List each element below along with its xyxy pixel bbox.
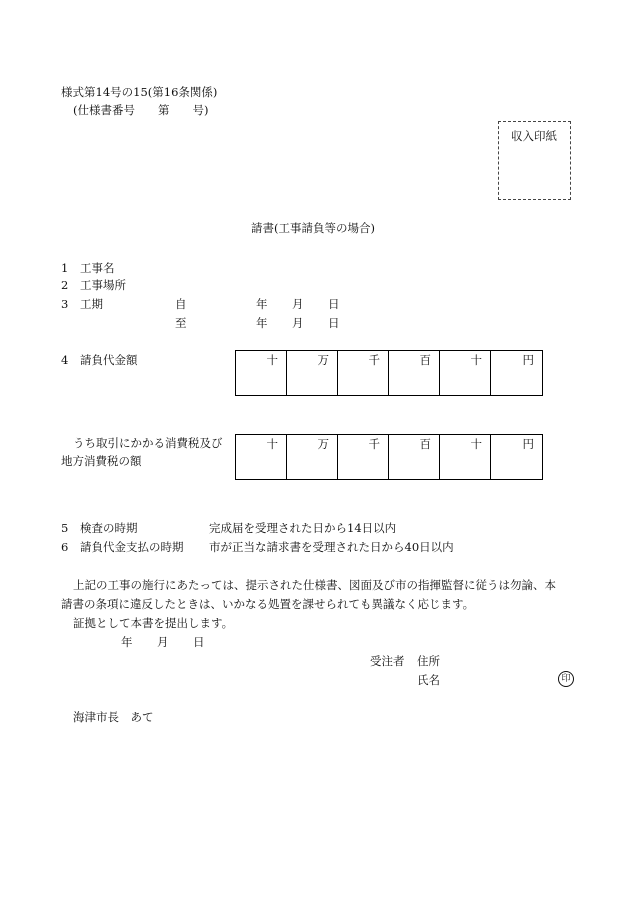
unit-label: 十: [266, 353, 278, 367]
unit-label: 百: [419, 437, 431, 451]
amount-cell[interactable]: [389, 435, 440, 479]
unit-label: 十: [470, 353, 482, 367]
item1-label: 工事名: [80, 261, 115, 275]
period-from-marker: 自: [175, 297, 187, 311]
item6-value: 市が正当な請求書を受理された日から40日以内: [209, 540, 454, 554]
item3-label: 工期: [80, 297, 103, 311]
unit-label: 万: [317, 437, 329, 451]
amount-cell[interactable]: [440, 351, 491, 395]
amount-cell[interactable]: [491, 351, 542, 395]
amount-cell[interactable]: [287, 351, 338, 395]
item4-number: 4: [61, 353, 69, 367]
unit-label: 百: [419, 353, 431, 367]
item3-number: 3: [61, 297, 69, 311]
contractor-address-label: 住所: [417, 654, 440, 668]
item2-number: 2: [61, 278, 69, 292]
amount-cell[interactable]: [389, 351, 440, 395]
contract-amount-grid[interactable]: [235, 350, 543, 396]
period-from-day: 日: [328, 297, 340, 311]
contractor-name-label: 氏名: [417, 673, 440, 687]
date-month: 月: [157, 635, 169, 649]
body-line1: 上記の工事の施行にあたっては、提示された仕様書、図面及び市の指揮監督に従うは勿論、本: [73, 578, 556, 592]
unit-label: 千: [368, 437, 380, 451]
unit-label: 円: [522, 353, 534, 367]
contractor-role: 受注者: [370, 654, 405, 668]
body-line2: 請書の条項に違反したときは、いかなる処置を課せられても異議なく応じます。: [61, 597, 475, 611]
tax-label-line2: 地方消費税の額: [61, 454, 142, 468]
period-to-month: 月: [292, 316, 304, 330]
seal-mark: 印: [558, 671, 574, 687]
item4-label: 請負代金額: [80, 353, 138, 367]
addressee: 海津市長 あて: [73, 710, 154, 724]
amount-cell[interactable]: [287, 435, 338, 479]
body-line3: 証拠として本書を提出します。: [73, 616, 234, 630]
date-year: 年: [121, 635, 133, 649]
amount-cell[interactable]: [440, 435, 491, 479]
revenue-stamp-box: [498, 121, 571, 200]
item6-number: 6: [61, 540, 69, 554]
tax-label-line1: うち取引にかかる消費税及び: [73, 436, 223, 450]
item5-label: 検査の時期: [80, 521, 138, 535]
form-number: 様式第14号の15(第16条関係): [61, 85, 218, 99]
unit-label: 千: [368, 353, 380, 367]
item6-label: 請負代金支払の時期: [80, 540, 184, 554]
item2-label: 工事場所: [80, 278, 126, 292]
period-to-marker: 至: [175, 316, 187, 330]
document-title: 請書(工事請負等の場合): [251, 221, 375, 235]
period-from-month: 月: [292, 297, 304, 311]
spec-number-line: (仕様書番号 第 号): [73, 103, 209, 117]
date-day: 日: [193, 635, 205, 649]
item5-number: 5: [61, 521, 69, 535]
amount-cell[interactable]: [236, 435, 287, 479]
amount-cell[interactable]: [338, 351, 389, 395]
period-to-year: 年: [256, 316, 268, 330]
item1-number: 1: [61, 261, 69, 275]
period-to-day: 日: [328, 316, 340, 330]
unit-label: 十: [470, 437, 482, 451]
revenue-stamp-label: 収入印紙: [511, 129, 557, 143]
unit-label: 十: [266, 437, 278, 451]
amount-cell[interactable]: [338, 435, 389, 479]
amount-cell[interactable]: [491, 435, 542, 479]
unit-label: 万: [317, 353, 329, 367]
amount-cell[interactable]: [236, 351, 287, 395]
tax-amount-grid[interactable]: [235, 434, 543, 480]
period-from-year: 年: [256, 297, 268, 311]
unit-label: 円: [522, 437, 534, 451]
item5-value: 完成届を受理された日から14日以内: [209, 521, 397, 535]
